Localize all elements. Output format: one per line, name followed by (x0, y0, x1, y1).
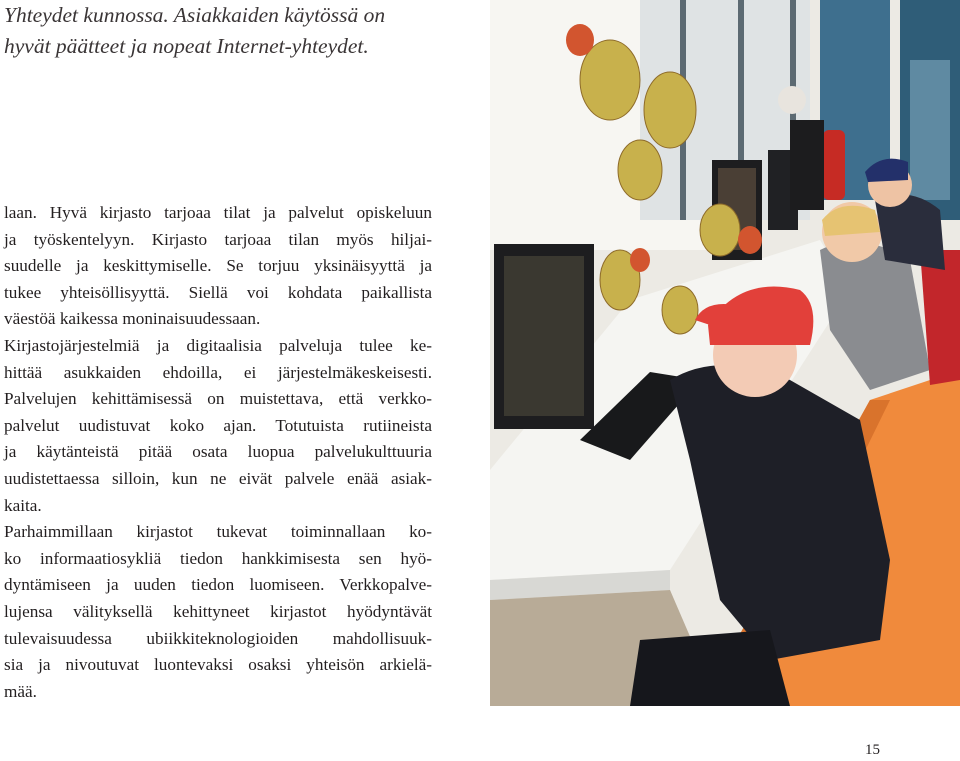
text-line: sia ja nivoutuvat luontevaksi osaksi yhteisön arkielä- (4, 655, 432, 675)
caption-line: Yhteydet kunnossa. Asiakkaiden käytössä on (4, 3, 386, 27)
page-number: 15 (865, 742, 880, 758)
text-line: tukee yhteisöllisyyttä. Siellä voi kohdata paikallista (4, 282, 432, 302)
caption-line: hyvät päätteet ja nopeat Internet-yhteydet. (4, 34, 369, 58)
text-line: uudistettaessa silloin, kun ne eivät palvele enää asiak- (4, 468, 432, 488)
text-line: tulevaisuudessa ubiikkiteknologioiden mahdollisuuk- (4, 628, 432, 648)
text-line: mää. (4, 681, 37, 701)
text-line: suudelle ja keskittymiselle. Se torjuu yksinäisyyttä ja (4, 256, 432, 276)
text-line: palvelut uudistuvat koko ajan. Totutuista rutiineista (4, 415, 432, 435)
text-line: hittää asukkaiden ehdoilla, ei järjestelmäkeskeisesti. (4, 362, 432, 382)
text-line: ja työskentelyyn. Kirjasto tarjoaa tilan myös hiljai- (4, 229, 432, 249)
text-line: Palvelujen kehittämisessä on muistettava, että verkko- (4, 389, 432, 409)
text-line: dyntämiseen ja uuden tiedon luomiseen. Verkkopalve- (4, 575, 432, 595)
body-text (4, 200, 432, 705)
text-line: ko informaatiosykliä tiedon hankkimisesta sen hyö- (4, 548, 432, 568)
text-line: Kirjastojärjestelmiä ja digitaalisia palveluja tulee ke- (4, 335, 432, 355)
text-line: ja käytänteistä pitää osata luopua palvelukulttuuria (4, 442, 432, 462)
text-line: väestöä kaikessa moninaisuudessaan. (4, 309, 261, 329)
photo-caption (4, 0, 474, 62)
text-line: lujensa välityksellä kehittyneet kirjastot hyödyntävät (4, 601, 432, 621)
text-line: Parhaimmillaan kirjastot tukevat toiminnallaan ko- (4, 522, 432, 542)
text-line: laan. Hyvä kirjasto tarjoaa tilat ja palvelut opiskeluun (4, 203, 432, 222)
text-line: kaita. (4, 495, 42, 515)
library-photo (490, 0, 960, 706)
